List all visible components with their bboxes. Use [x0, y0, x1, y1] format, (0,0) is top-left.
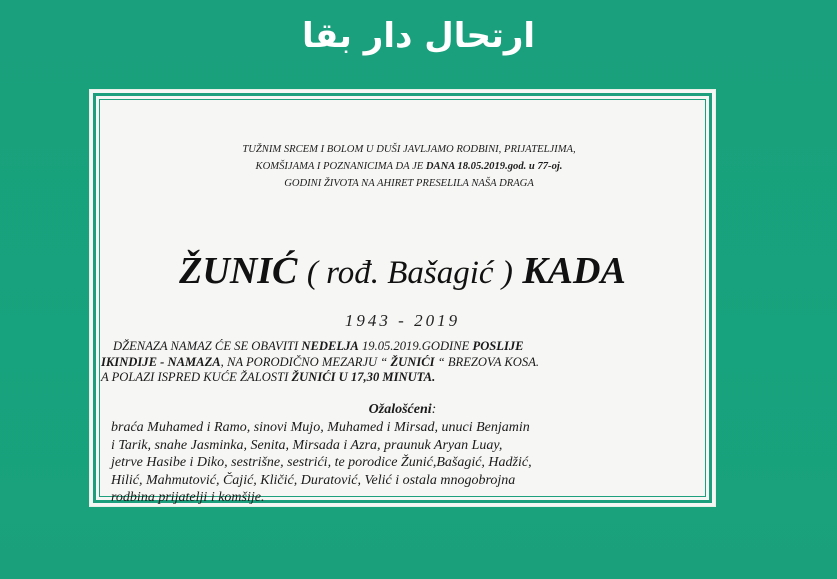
janaza-line-2-a: IKINDIJE - NAMAZA: [101, 354, 221, 369]
janaza-line-1-c: POSLIJE: [472, 339, 524, 353]
arabic-calligraphy-title: ارتحال دار بقا: [301, 16, 536, 56]
janaza-line-1: [113, 339, 713, 355]
obituary-card: [89, 89, 716, 507]
mourners-list: [111, 419, 711, 507]
intro-line-3: GODINI ŽIVOTA NA AHIRET PRESELILA NAŠA DRAGA: [284, 178, 534, 189]
deceased-name: [89, 249, 716, 293]
announcement-intro: [239, 141, 579, 192]
mourners-line-1: braća Muhamed i Ramo, sinovi Mujo, Muhamed i Mirsad, unuci Benjamin: [111, 420, 530, 435]
janaza-line-3-a: A POLAZI ISPRED KUĆE ŽALOSTI: [101, 370, 292, 384]
life-years: 1943 - 2019: [344, 311, 461, 330]
janaza-details: [101, 339, 713, 386]
janaza-line-1-a: DŽENAZA NAMAZ ĆE SE OBAVITI: [113, 339, 302, 353]
mourners-heading: [89, 402, 716, 418]
janaza-day: NEDELJA: [301, 339, 359, 353]
deceased-maiden-name: ( rođ. Bašagić ): [306, 255, 513, 291]
deceased-surname: ŽUNIĆ: [179, 250, 298, 292]
mourners-line-3: jetrve Hasibe i Diko, sestrišne, sestrići, te porodice Žunić,Bašagić, Hadžić,: [111, 455, 532, 471]
intro-line-1: TUŽNIM SRCEM I BOLOM U DUŠI JAVLJAMO RODBINI, PRIJATELJIMA,: [242, 144, 576, 155]
janaza-line-2-c: ŽUNIĆI: [390, 354, 435, 369]
janaza-line-3: [101, 370, 713, 386]
janaza-line-1-b: 19.05.2019.GODINE: [358, 339, 473, 353]
mourners-line-4: Hilić, Mahmutović, Čajić, Kličić, Duratović, Velić i ostala mnogobrojna: [111, 472, 516, 488]
janaza-line-2-d: “ BREZOVA KOSA.: [434, 354, 540, 369]
intro-line-2-text: KOMŠIJAMA I POZNANICIMA DA JE: [255, 161, 424, 172]
mourners-line-5: rodbina prijatelji i komšije.: [111, 490, 265, 506]
intro-line-2: [239, 158, 579, 175]
mourners-line-2: i Tarik, snahe Jasminka, Senita, Mirsada i Azra, praunuk Aryan Luay,: [111, 437, 503, 453]
mourners-heading-colon: :: [431, 402, 437, 417]
janaza-line-2-b: , NA PORODIČNO MEZARJU “: [220, 354, 391, 369]
intro-date: DANA 18.05.2019.god. u 77-oj.: [425, 161, 563, 172]
mourners-heading-text: Ožalošćeni: [368, 402, 432, 417]
deceased-first-name: KADA: [522, 250, 626, 292]
janaza-line-3-b: ŽUNIĆI U 17,30 MINUTA.: [291, 370, 436, 384]
janaza-line-2: [101, 355, 713, 371]
